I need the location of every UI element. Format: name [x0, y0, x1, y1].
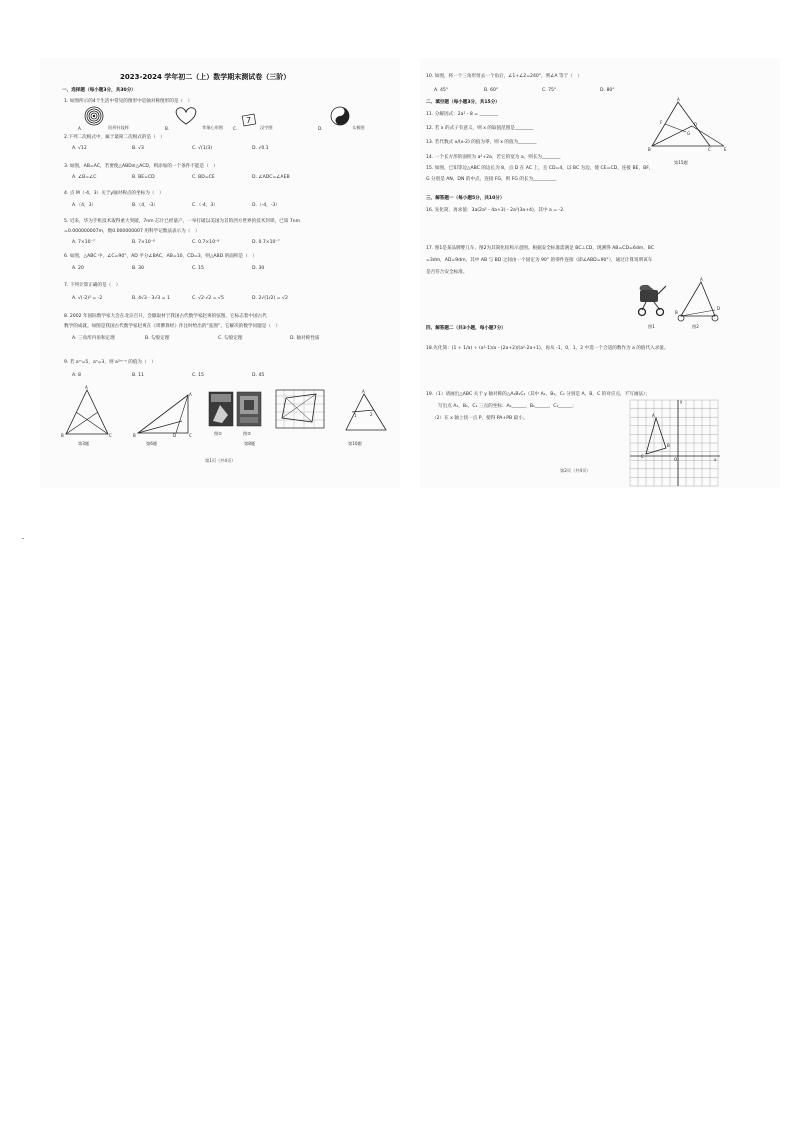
q2-option-b: B. √3 [132, 146, 144, 151]
question-19-part-2: （2）在 x 轴上找一点 P，使得 PA+PB 最小。 [432, 416, 528, 421]
figure-q8-stamps [208, 391, 264, 429]
caption-figure-1: 图① [214, 431, 222, 436]
scan-speck [22, 538, 24, 539]
q2-option-d: D. √0.1 [252, 146, 269, 151]
question-3: 3. 如图，AB=AC，若要使△ABD≌△ACD，则添加的一个条件不能是（ ） [64, 164, 218, 169]
caption-q8: 第8题 [244, 441, 256, 446]
question-6: 6. 如图，△ABC 中，∠C=90°，AD 平分∠BAC，AB=10，CD=3，则△ABD 的面积是（ ） [64, 254, 257, 259]
caption-q3: 第3题 [78, 441, 90, 446]
caption-figure-2: 图② [243, 431, 251, 436]
caption-fig17-2: 图2 [692, 324, 699, 329]
q7-option-d: D. 2√(1/2) = √2 [252, 296, 288, 301]
q3-option-a: A. ∠B=∠C [72, 175, 97, 180]
caption-fig17-1: 图1 [648, 324, 655, 329]
q10-option-d: D. 80° [600, 88, 615, 93]
q1-option-d-caption: 太极图 [352, 125, 365, 130]
q1-option-c-caption: 汉字图 [260, 125, 273, 130]
q8-option-b: B. 勾股定理 [145, 336, 170, 341]
caption-q10: 第10题 [348, 441, 362, 446]
question-15-continued: G 分别是 AN，DN 的中点，连接 FG，则 FG 的长为__________ [426, 177, 557, 182]
figure-q3-triangle [61, 385, 112, 438]
q8-option-c: C. 勾股定理 [218, 336, 243, 341]
question-2: 2.下列二次根式中，属于最简二次根式的是（ ） [64, 135, 165, 140]
svg-text:7: 7 [246, 116, 252, 125]
question-17-continued: =3dm，AD=9dm，其中 AB 与 BD 之间由一个固定为 90° 的零件连接（即∠ABD=90°），通过计算说明该车 [426, 258, 653, 263]
question-19: 19.（1）请画出△ABC 关于 y 轴对称的△A₁B₁C₁（其中 A₁，B₁，C₁ 分别是 A，B，C 的对应点，不写画法）； [426, 392, 650, 397]
question-5-continued: =0.000000007m，数0.000000007 用科学记数法表示为（ ） [64, 229, 200, 234]
q7-option-a: A. √(-2)² = -2 [72, 296, 103, 301]
exam-page-right [420, 58, 780, 488]
exam-title: 2023-2024 学年初二（上）数学期末测试卷（三阶） [120, 73, 291, 81]
q10-option-c: C. 75° [542, 88, 557, 93]
question-18: 18.先化简：(1 + 1/a) ÷ (a²-1)/a - (2a+2)/(a²-2a+1)，再从 -1，0，1，2 中选一个合适的数作为 a 的值代入求值。 [426, 346, 669, 351]
q1-option-c-label: C. [233, 126, 238, 131]
q6-option-b: B. 30 [132, 266, 144, 271]
spiral-pattern-figure [84, 106, 104, 126]
svg-text:A: A [85, 385, 88, 390]
svg-text:B: B [675, 310, 678, 315]
q4-option-c: C.（-4，3） [192, 203, 218, 208]
question-1: 1. 如图所示的4个生活中常见的图形中是轴对称图形的是（ ） [64, 99, 193, 104]
q3-option-c: C. BD=CE [192, 175, 215, 180]
svg-text:O: O [674, 457, 678, 462]
question-11: 11. 分解因式：2a² - 8 = ________ [426, 112, 498, 117]
q6-option-c: C. 15 [192, 266, 204, 271]
svg-text:C: C [109, 433, 112, 438]
q5-option-a: A. 7×10⁻⁷ [72, 240, 95, 245]
svg-text:y: y [680, 399, 683, 404]
caption-q15: 第15题 [674, 160, 688, 165]
question-9: 9. 若 aᵐ=5，aⁿ=3，则 a²ᵐ⁻ⁿ 的值为（ ） [64, 360, 156, 365]
question-17-continued-2: 是否符合安全标准。 [426, 270, 468, 275]
svg-text:2: 2 [370, 412, 373, 417]
figure-q10-cut-triangle [344, 390, 388, 434]
q4-option-b: B.（4，-3） [132, 203, 158, 208]
svg-text:1: 1 [354, 413, 357, 418]
q10-option-b: B. 60° [484, 88, 499, 93]
svg-text:A: A [362, 389, 365, 394]
question-10: 10. 如图，将一个三角形剪去一个角后，∠1+∠2=240°，则∠A 等于（ ） [426, 74, 582, 79]
svg-text:C: C [641, 454, 644, 459]
heart-figure [173, 106, 199, 126]
q4-option-a: A.（4，3） [72, 203, 97, 208]
caption-q6: 第6题 [146, 441, 158, 446]
q5-option-b: B. 7×10⁻⁸ [132, 240, 155, 245]
q5-option-d: D. 0.7×10⁻⁷ [252, 240, 280, 245]
page-footer-left: 第1页（共4页） [205, 458, 236, 463]
svg-text:E: E [724, 147, 727, 152]
q1-option-b-label: B. [165, 126, 170, 131]
section-2-heading: 二、填空题（每小题3分，共15分） [426, 100, 500, 105]
q8-option-a: A. 三角形内角和定理 [72, 336, 115, 341]
q10-option-a: A. 45° [434, 88, 449, 93]
section-1-heading: 一、选择题（每小题3分，共30分） [62, 88, 136, 93]
svg-text:A: A [652, 413, 655, 418]
svg-text:B: B [61, 433, 64, 438]
q9-option-d: D. 45 [252, 373, 265, 378]
q6-option-a: A. 20 [72, 266, 84, 271]
q9-option-a: A. 8 [72, 373, 81, 378]
page-footer-right: 第2页（共4页） [560, 468, 591, 473]
question-14: 14. 一个长方形的面积为 a²+2a，若它的宽为 a，则长为________ [426, 155, 561, 160]
q8-option-d: D. 轴对称性质 [290, 336, 320, 341]
exam-page-left [40, 58, 400, 488]
question-16: 16. 先化简，再求值：3a(2a² - 4a+3) - 2a²(3a+4)，其中 a = -2. [426, 208, 565, 213]
svg-text:A: A [700, 277, 703, 282]
question-15: 15. 如图，已知等边△ABC 的边长为 8，点 D 在 AC 上，且 CD=4，以 BC 为边，使 CE=CD，连接 BE，BF， [426, 166, 654, 171]
question-19-coordinates: 写出点 A₁，B₁，C₁ 三点的坐标：A₁______，B₁______，C₁______； [438, 404, 577, 409]
svg-text:F: F [660, 120, 663, 125]
q5-option-c: C. 0.7×10⁻⁸ [192, 240, 220, 245]
q3-option-b: B. BE=CD [132, 175, 155, 180]
svg-text:B: B [667, 443, 670, 448]
q2-option-c: C. √(1/3) [192, 146, 213, 151]
question-8: 8. 2002 年国际数学家大会在北京召开，会徽取材于我国古代数学家赵爽的弦图，它标志着中国古代 [64, 314, 267, 319]
svg-text:B: B [133, 433, 136, 438]
figure-q8-grid-diagram [274, 388, 330, 432]
q6-option-d: D. 30 [252, 266, 265, 271]
question-5: 5. 近来，华为手机技术取得重大突破，7nm 芯片已经量产，一举打破以美国为首的西方世界的技术封锁，已知 7nm [64, 219, 301, 224]
q1-option-a-label: A. [78, 126, 83, 131]
svg-text:B: B [648, 147, 651, 152]
question-17: 17. 图1是某品牌婴儿车，图2为其简化结构示意图。根据安全标准需满足 BC⊥CD，现测得 AB=CD=6dm，BC [426, 246, 655, 251]
section-4-heading: 四、解答题二（共3小题，每小题7分） [426, 326, 506, 331]
figure-q19-coordinate-grid [626, 398, 722, 490]
taiji-figure [330, 106, 350, 126]
q3-option-d: D. ∠ADC=∠AEB [252, 175, 290, 180]
q9-option-c: C. 15 [192, 373, 204, 378]
figure-q6-right-triangle [133, 392, 196, 438]
svg-text:D: D [717, 306, 721, 311]
svg-text:G: G [687, 131, 691, 136]
question-8-continued: 数学的成就。如图是我国古代数学家赵爽在《周髀算经》作注时给出的“弦图”，它解决的数学问题是（ ） [64, 324, 281, 329]
q7-option-c: C. √2·√2 = √5 [192, 296, 224, 301]
svg-text:D: D [173, 433, 177, 438]
question-7: 7. 下列计算正确的是（ ） [64, 283, 121, 288]
svg-text:A: A [677, 97, 680, 102]
figure-q17-structure-diagram [675, 277, 723, 324]
q2-option-a: A. √12 [72, 146, 87, 151]
q1-option-a-caption: 回形针纹样 [108, 125, 129, 130]
q1-option-b-caption: 苹果心形图 [202, 125, 223, 130]
q9-option-b: B. 11 [132, 373, 144, 378]
question-4: 4. 点 M（-4，3）关于y轴对称点的坐标为（ ） [64, 191, 164, 196]
figure-q17-stroller-photo [636, 284, 670, 318]
svg-text:x: x [714, 457, 717, 462]
section-3-heading: 三、解答题一（每小题5分，共10分） [426, 196, 505, 201]
q1-option-d-label: D. [318, 126, 323, 131]
question-12: 12. 若 x 的式子有意义，则 x 的取值范围是________ [426, 126, 534, 131]
character-figure [242, 114, 256, 126]
svg-text:C: C [708, 147, 711, 152]
svg-text:D: D [694, 122, 698, 127]
question-13: 13. 若代数式 x/(x-2) 的值为零，则 x 的值为________ [426, 140, 537, 145]
svg-text:A: A [189, 392, 192, 397]
q4-option-d: D.（-4，-3） [252, 203, 280, 208]
q7-option-b: B. 4√3 - 3√3 = 1 [132, 296, 170, 301]
svg-text:C: C [189, 433, 192, 438]
figure-q15-triangle [648, 97, 728, 152]
